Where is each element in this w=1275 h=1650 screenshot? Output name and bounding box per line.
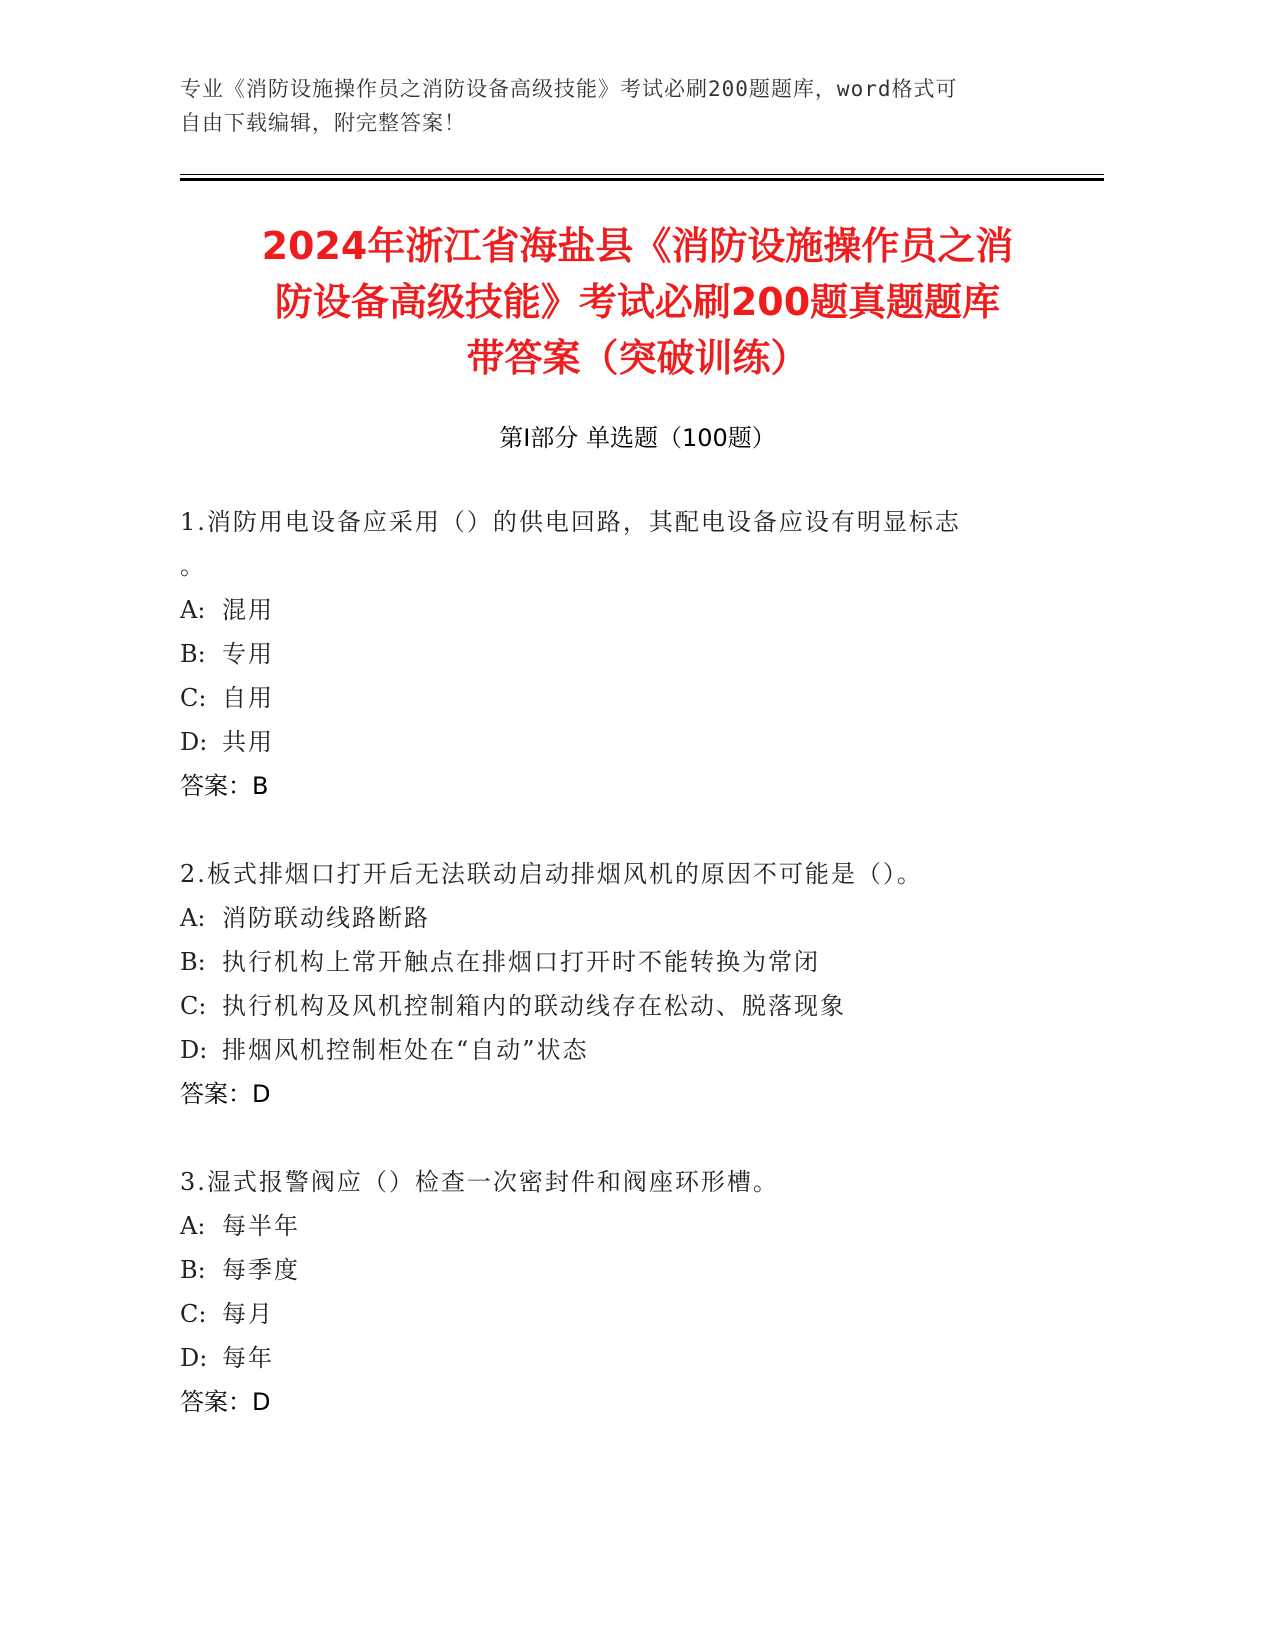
option-key: B: — [180, 640, 206, 668]
option-text: 共用 — [222, 728, 274, 756]
option-text: 排烟风机控制柜处在“自动”状态 — [222, 1036, 589, 1064]
option-key: B: — [180, 1256, 206, 1284]
header-note — [180, 72, 1080, 140]
option-key: D: — [180, 728, 208, 756]
option-key: C: — [180, 1300, 207, 1328]
header-note-line: 专业《消防设施操作员之消防设备高级技能》考试必刷200题题库，word格式可 — [180, 77, 958, 101]
question-stem: 3.湿式报警阀应（）检查一次密封件和阀座环形槽。 — [180, 1168, 779, 1196]
option-text: 每半年 — [222, 1212, 300, 1240]
option-text: 每季度 — [222, 1256, 300, 1284]
option-key: C: — [180, 684, 207, 712]
option-text: 执行机构上常开触点在排烟口打开时不能转换为常闭 — [222, 948, 820, 976]
section-heading: 第Ⅰ部分 单选题（100题） — [499, 424, 776, 452]
question-1 — [180, 500, 1100, 808]
option-text: 专用 — [222, 640, 274, 668]
option-a — [180, 1204, 1100, 1248]
option-a — [180, 896, 1100, 940]
document-title — [150, 218, 1125, 386]
header-divider-thick — [180, 178, 1104, 181]
title-line: 2024年浙江省海盐县《消防设施操作员之消 — [261, 224, 1014, 268]
option-d — [180, 1336, 1100, 1380]
header-divider-thin — [180, 174, 1104, 175]
option-text: 自用 — [222, 684, 274, 712]
title-line: 带答案（突破训练） — [466, 336, 809, 380]
option-text: 执行机构及风机控制箱内的联动线存在松动、脱落现象 — [222, 992, 846, 1020]
answer-line: 答案：B — [180, 772, 269, 800]
question-3 — [180, 1160, 1100, 1424]
option-c — [180, 676, 1100, 720]
option-key: A: — [180, 1212, 206, 1240]
option-text: 消防联动线路断路 — [222, 904, 430, 932]
title-line: 防设备高级技能》考试必刷200题真题题库 — [274, 280, 1001, 324]
option-key: D: — [180, 1036, 208, 1064]
option-key: C: — [180, 992, 207, 1020]
option-b — [180, 1248, 1100, 1292]
option-text: 混用 — [222, 596, 274, 624]
option-key: D: — [180, 1344, 208, 1372]
question-stem: 2.板式排烟口打开后无法联动启动排烟风机的原因不可能是（）。 — [180, 860, 923, 888]
option-key: A: — [180, 904, 206, 932]
option-b — [180, 632, 1100, 676]
option-c — [180, 984, 1100, 1028]
option-text: 每月 — [222, 1300, 274, 1328]
option-key: B: — [180, 948, 206, 976]
option-b — [180, 940, 1100, 984]
option-c — [180, 1292, 1100, 1336]
option-text: 每年 — [222, 1344, 274, 1372]
answer-line: 答案：D — [180, 1388, 271, 1416]
question-2 — [180, 852, 1100, 1116]
answer-line: 答案：D — [180, 1080, 271, 1108]
question-stem-continuation: 。 — [180, 552, 206, 580]
question-stem: 1.消防用电设备应采用（）的供电回路，其配电设备应设有明显标志 — [180, 508, 961, 536]
option-key: A: — [180, 596, 206, 624]
header-note-line: 自由下载编辑，附完整答案！ — [180, 111, 466, 135]
option-d — [180, 1028, 1100, 1072]
option-d — [180, 720, 1100, 764]
option-a — [180, 588, 1100, 632]
question-list — [180, 500, 1100, 1468]
